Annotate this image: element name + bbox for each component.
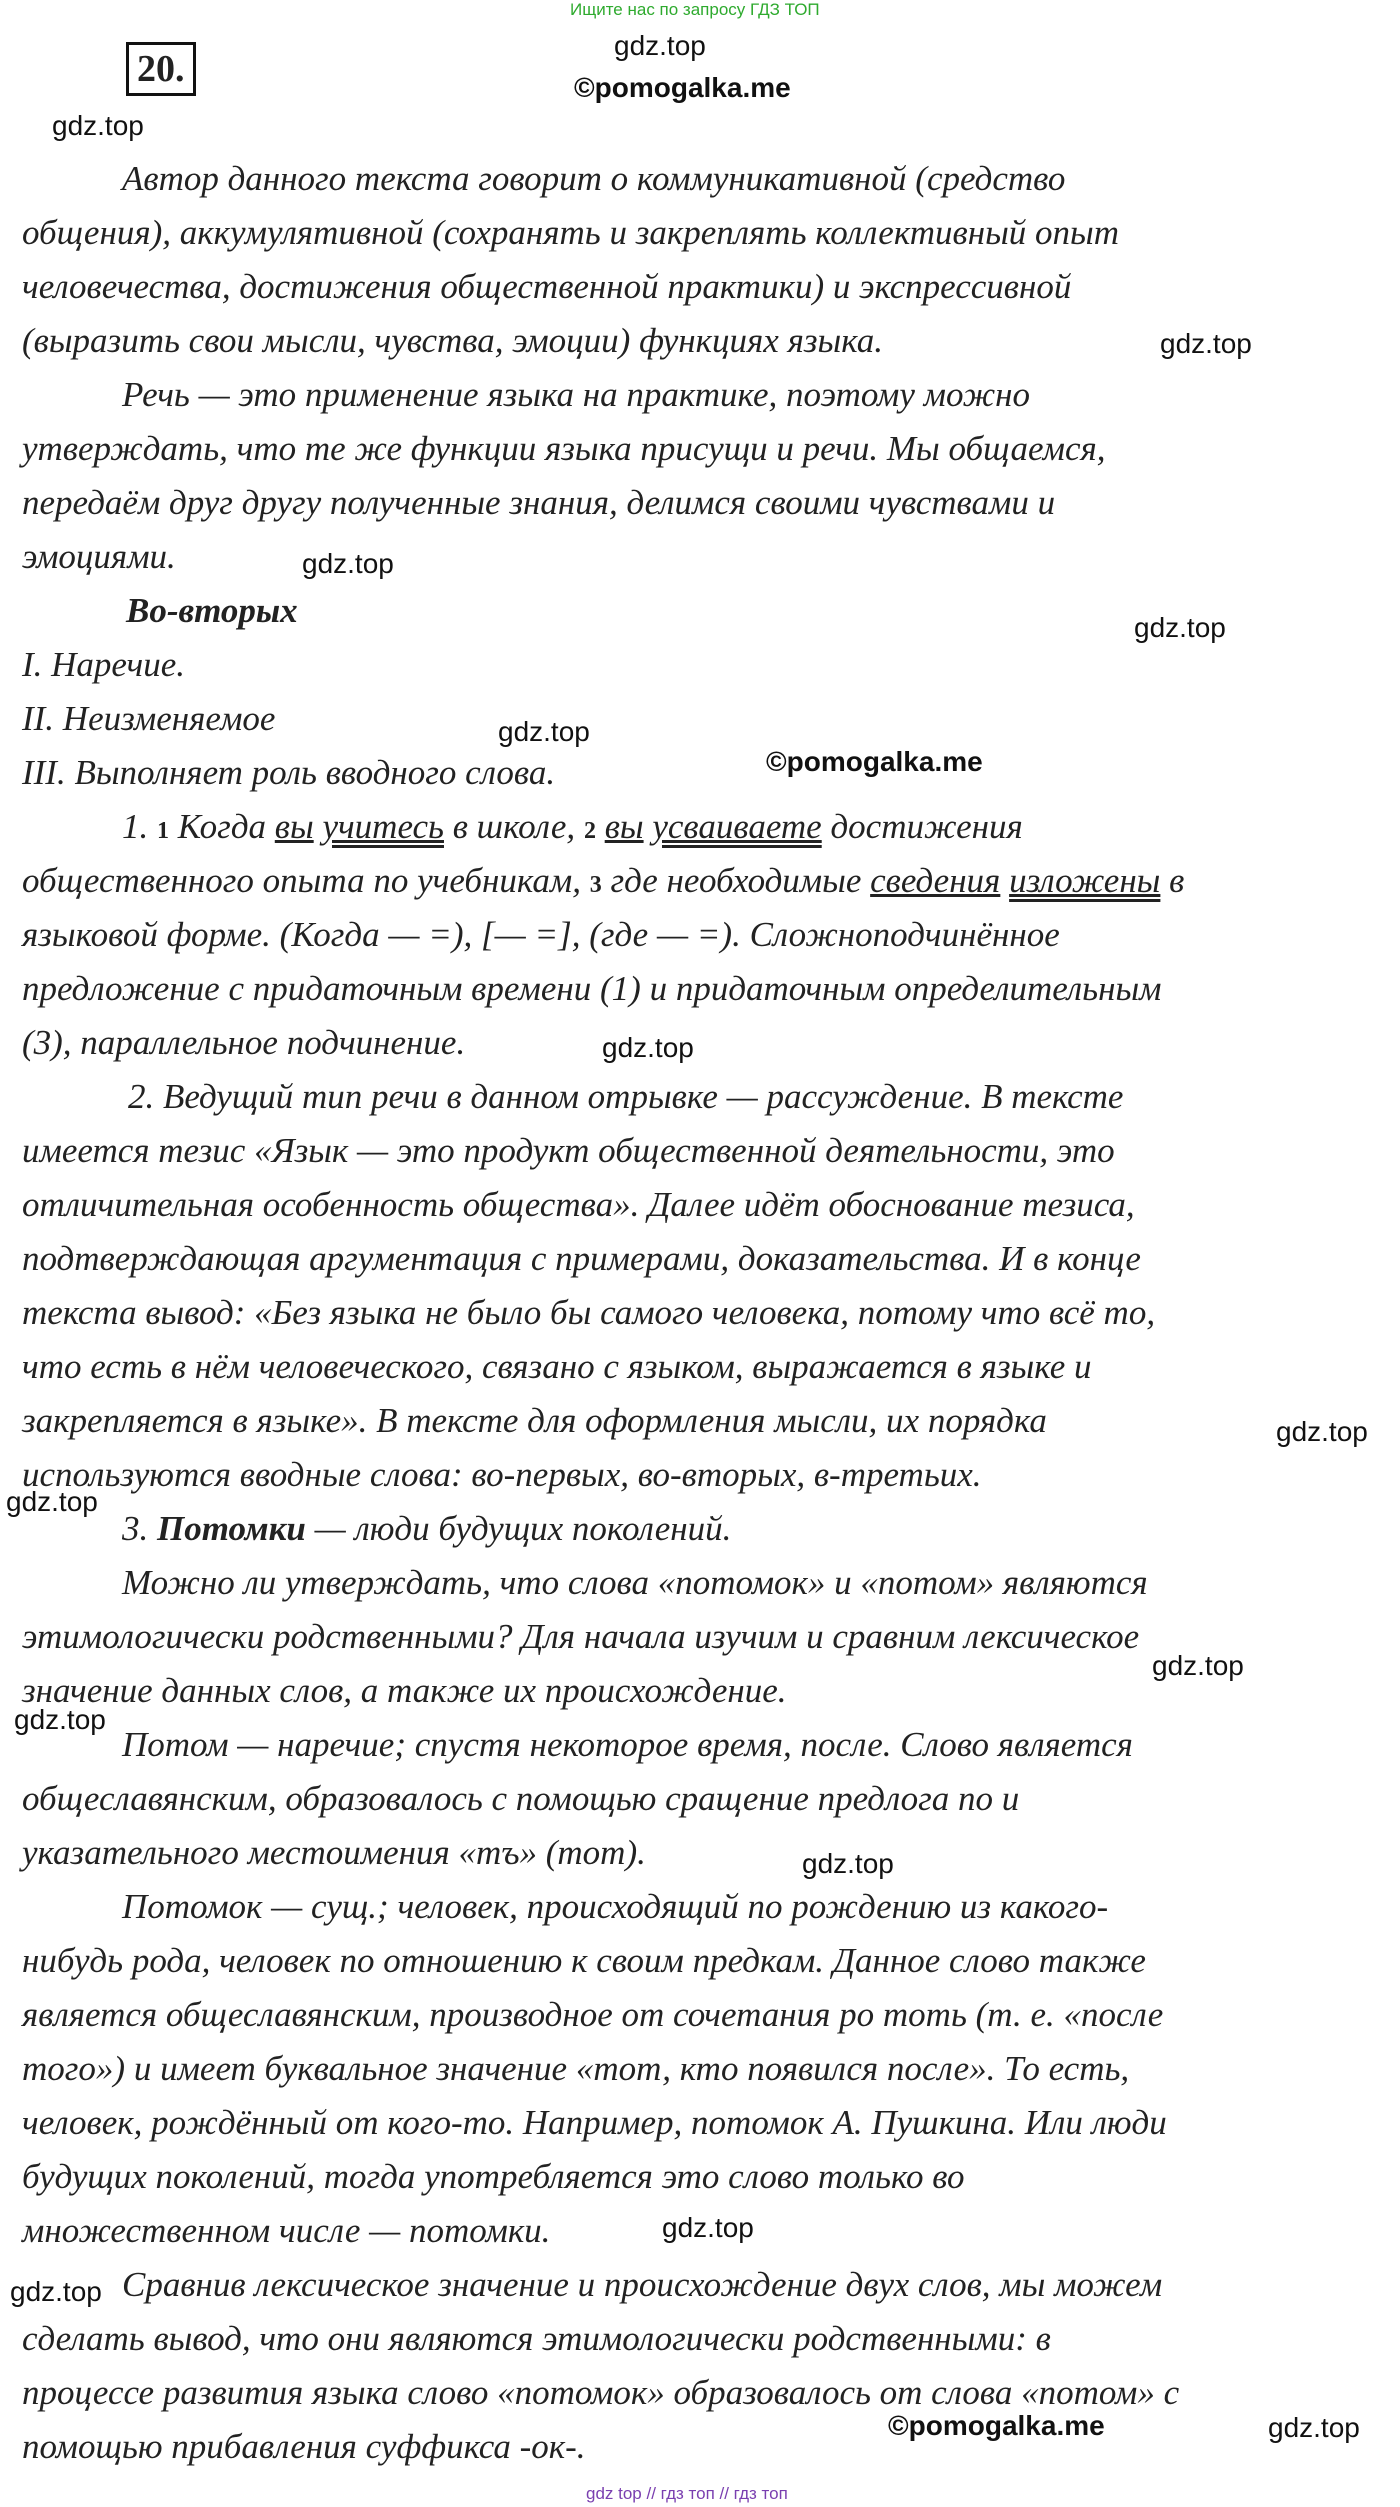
text-line: Речь — это применение языка на практике, поэтому можно [122, 375, 1031, 414]
top-banner: Ищите нас по запросу ГДЗ ТОП [570, 0, 820, 19]
text-line: общения), аккумулятивной (сохранять и закреплять коллективный опыт [22, 213, 1120, 252]
watermark-pomogalka: ©pomogalka.me [766, 746, 983, 777]
key-word: Потомки [157, 1509, 306, 1548]
text-line: Автор данного текста говорит о коммуникативной (средство [122, 159, 1066, 198]
text-fragment: общественного опыта по учебникам, [22, 861, 581, 900]
text-line: того») и имеет буквальное значение «тот, кто появился после». То есть, [22, 2049, 1130, 2088]
task-number: 20. [126, 42, 196, 96]
text-line: человечества, достижения общественной практики) и экспрессивной [22, 267, 1072, 306]
text-line: текста вывод: «Без языка не было бы самого человека, потому что всё то, [22, 1293, 1156, 1332]
subject-word: вы [274, 807, 314, 846]
watermark-gdz: gdz.top [1152, 1650, 1244, 1681]
text-line: процессе развития языка слово «потомок» образовалось от слова «потом» с [22, 2373, 1180, 2412]
clause-marker: 3 [589, 872, 602, 898]
text-line: II. Неизменяемое [22, 699, 276, 738]
text-line: нибудь рода, человек по отношению к своим предкам. Данное слово также [22, 1941, 1146, 1980]
text-line: является общеславянским, производное от сочетания ро тоть (т. е. «после [22, 1995, 1164, 2034]
text-line: будущих поколений, тогда употребляется это слово только во [22, 2157, 965, 2196]
text-line: 2. Ведущий тип речи в данном отрывке — рассуждение. В тексте [128, 1077, 1124, 1116]
text-fragment: в школе, [452, 807, 576, 846]
watermark-gdz: gdz.top [302, 548, 394, 579]
text-line: имеется тезис «Язык — это продукт общественной деятельности, это [22, 1131, 1115, 1170]
text-line: значение данных слов, а также их происхождение. [22, 1671, 787, 1710]
text-fragment: — люди будущих поколений. [314, 1509, 732, 1548]
watermark-gdz: gdz.top [614, 30, 706, 61]
clause-marker: 2 [583, 818, 596, 844]
watermark-gdz: gdz.top [52, 110, 144, 141]
analysis-line [22, 854, 1184, 912]
watermark-gdz: gdz.top [10, 2276, 102, 2307]
text-line: Потом — наречие; спустя некоторое время, после. Слово является [122, 1725, 1133, 1764]
watermark-gdz: gdz.top [602, 1032, 694, 1063]
text-line: передаём друг другу полученные знания, делимся своими чувствами и [22, 483, 1056, 522]
subject-word: сведения [870, 861, 1001, 900]
text-line: эмоциями. [22, 537, 176, 576]
text-line: Можно ли утверждать, что слова «потомок» и «потом» являются [122, 1563, 1148, 1602]
text-line: помощью прибавления суффикса -ок-. [22, 2427, 586, 2466]
text-line: отличительная особенность общества». Далее идёт обоснование тезиса, [22, 1185, 1135, 1224]
text-line: I. Наречие. [22, 645, 185, 684]
text-line [122, 1502, 731, 1556]
text-line: множественном числе — потомки. [22, 2211, 551, 2250]
text-line: этимологически родственными? Для начала изучим и сравним лексическое [22, 1617, 1140, 1656]
text-line: III. Выполняет роль вводного слова. [22, 753, 556, 792]
text-line: подтверждающая аргументация с примерами, доказательства. И в конце [22, 1239, 1141, 1278]
clause-marker: 1 [157, 818, 169, 844]
text-line: общеславянским, образовалось с помощью сращение предлога по и [22, 1779, 1020, 1818]
text-fragment: где необходимые [610, 861, 862, 900]
text-line: человек, рождённый от кого-то. Например, потомок А. Пушкина. Или люди [22, 2103, 1167, 2142]
text-line: что есть в нём человеческого, связано с языком, выражается в языке и [22, 1347, 1092, 1386]
footer-links: gdz top // гдз топ // гдз топ [586, 2484, 788, 2503]
text-line: используются вводные слова: во-первых, во-вторых, в-третьих. [22, 1455, 982, 1494]
watermark-gdz: gdz.top [1276, 1416, 1368, 1447]
text-fragment: в [1169, 861, 1185, 900]
text-line: закрепляется в языке». В тексте для оформления мысли, их порядка [22, 1401, 1047, 1440]
predicate-word: изложены [1009, 861, 1161, 900]
watermark-gdz: gdz.top [1268, 2412, 1360, 2443]
predicate-word: учитесь [322, 807, 444, 846]
analysis-line [122, 800, 1023, 858]
text-fragment: достижения [830, 807, 1023, 846]
item-number: 3. [122, 1509, 149, 1548]
text-line: сделать вывод, что они являются этимологически родственными: в [22, 2319, 1051, 2358]
text-line: (выразить свои мысли, чувства, эмоции) функциях языка. [22, 321, 883, 360]
watermark-gdz: gdz.top [14, 1704, 106, 1735]
watermark-gdz: gdz.top [498, 716, 590, 747]
item-number: 1. [122, 807, 149, 846]
watermark-gdz: gdz.top [1134, 612, 1226, 643]
watermark-pomogalka: ©pomogalka.me [888, 2410, 1105, 2441]
text-line: языковой форме. (Когда — =), [— =], (где — =). Сложноподчинённое [22, 915, 1060, 954]
watermark-gdz: gdz.top [802, 1848, 894, 1879]
predicate-word: усваиваете [652, 807, 822, 846]
text-line: (3), параллельное подчинение. [22, 1023, 466, 1062]
text-line: утверждать, что те же функции языка присущи и речи. Мы общаемся, [22, 429, 1106, 468]
subject-word: вы [604, 807, 644, 846]
text-line: Сравнив лексическое значение и происхождение двух слов, мы можем [122, 2265, 1163, 2304]
watermark-gdz: gdz.top [6, 1486, 98, 1517]
watermark-gdz: gdz.top [662, 2212, 754, 2243]
watermark-pomogalka: ©pomogalka.me [574, 72, 791, 103]
text-line: предложение с придаточным времени (1) и придаточным определительным [22, 969, 1162, 1008]
watermark-gdz: gdz.top [1160, 328, 1252, 359]
text-fragment: Когда [177, 807, 267, 846]
section-heading: Во-вторых [126, 591, 298, 630]
text-line: указательного местоимения «тъ» (тот). [22, 1833, 646, 1872]
text-line: Потомок — сущ.; человек, происходящий по рождению из какого- [122, 1887, 1109, 1926]
